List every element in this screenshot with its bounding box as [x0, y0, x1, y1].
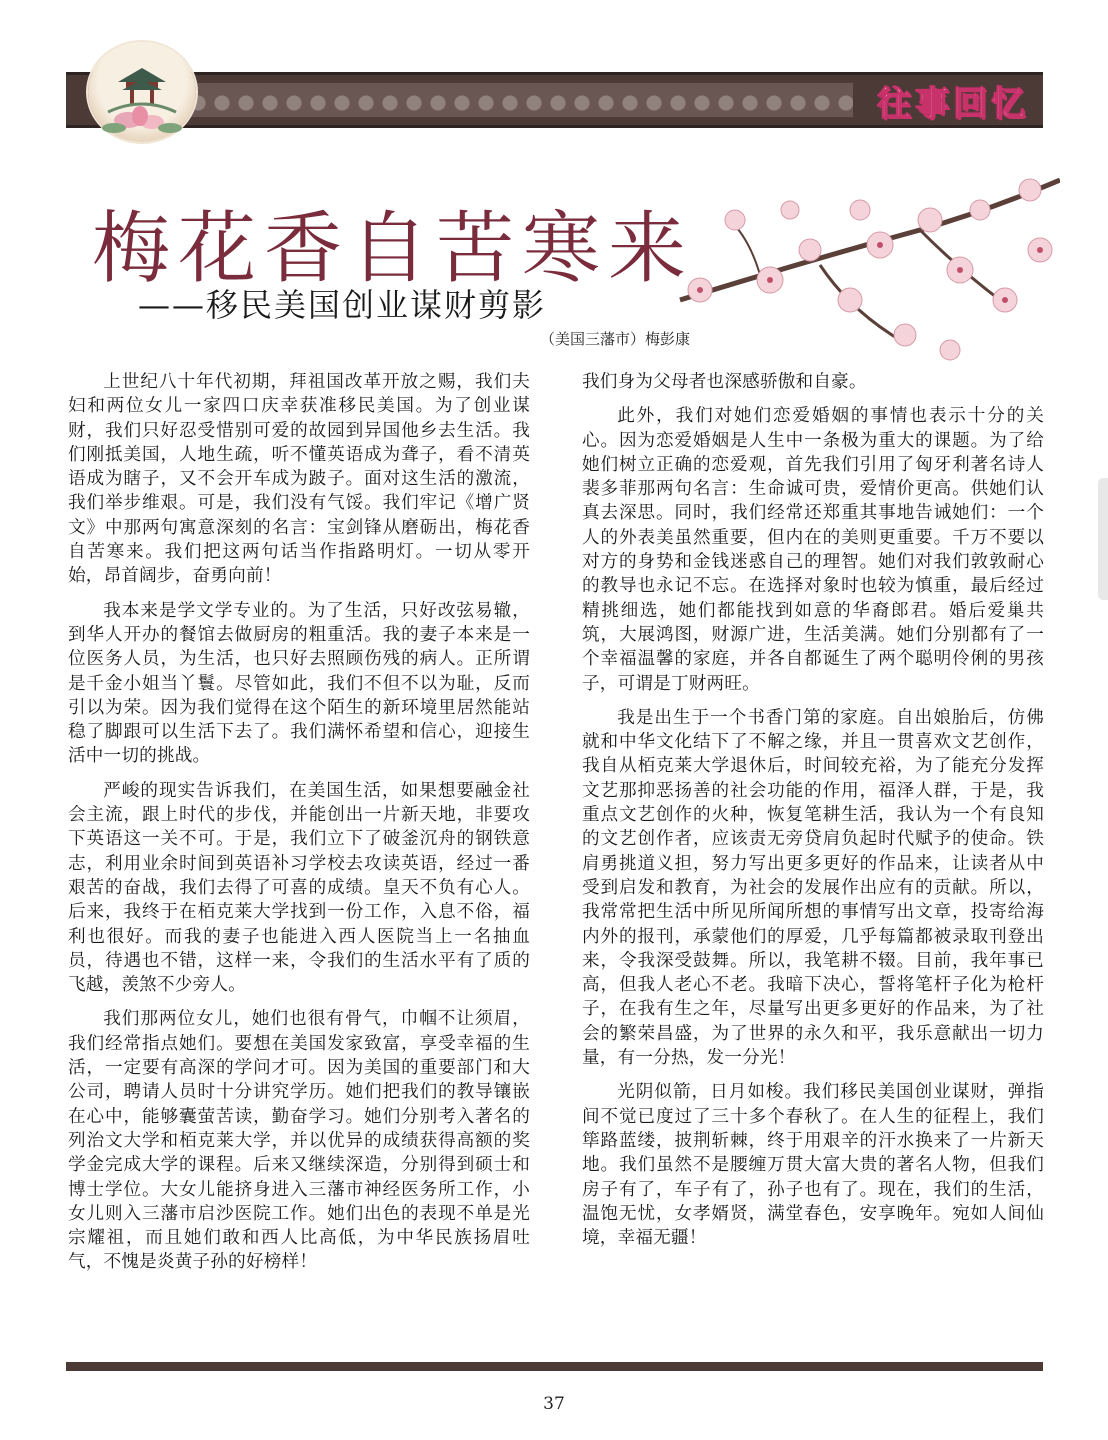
paragraph-continuation: 我们身为父母者也深感骄傲和自豪。: [582, 372, 867, 392]
paragraph: 我是出生于一个书香门第的家庭。自出娘胎后，仿佛就和中华文化结下了不解之缘，并且一贯喜欢文艺创作，我自从栢克莱大学退休后，时间较充裕，为了能充分发挥文艺那抑恶扬善的社会功能的作用，福泽人群，于是，我重点文艺创作的火种，恢复笔耕生活，我认为一个有良知的文艺创作者，应该责无旁贷肩负起时代赋予的使命。铁肩勇挑道义担，努力写出更多更好的作品来，让读者从中受到启发和教育，为社会的发展作出应有的贡献。所以，我常常把生活中所见所闻所想的事情写出文章，投寄给海内外的报刊，承蒙他们的厚爱，几乎每篇都被录取刊登出来，令我深受鼓舞。所以，我笔耕不辍。目前，我年事已高，但我人老心不老。我暗下决心，誓将笔杆子化为枪杆子，在我有生之年，尽量写出更多更好的作品来，为了社会的繁荣昌盛，为了世界的永久和平，我乐意献出一切力量，有一分热，发一分光！: [582, 707, 1044, 1069]
section-label: [863, 75, 1043, 125]
section-label-text: 往事回忆: [877, 83, 1029, 124]
pavilion-lotus-emblem-icon: [88, 42, 196, 142]
paragraph: 我们那两位女儿，她们也很有骨气，巾帼不让须眉，我们经常指点她们。要想在美国发家致富，享受幸福的生活，一定要有高深的学问才可。因为美国的重要部门和大公司，聘请人员时十分讲究学历。她们把我们的教导镶嵌在心中，能够囊萤苦读，勤奋学习。她们分别考入著名的列治文大学和栢克莱大学，并以优异的成绩获得高额的奖学金完成大学的课程。后来又继续深造，分别得到硕士和博士学位。大女儿能挤身进入三藩市神经医务所工作，小女儿则入三藩市启沙医院工作。她们出色的表现不单是光宗耀祖，而且她们敢和西人比高低，为中华民族扬眉吐气，不愧是炎黄子孙的好榜样！: [68, 1009, 530, 1273]
article-byline: （美国三藩市）梅彭康: [540, 330, 691, 348]
header-band: [66, 72, 1043, 128]
article-subtitle: ——移民美国创业谋财剪影: [138, 286, 547, 324]
paragraph: 此外，我们对她们恋爱婚姻的事情也表示十分的关心。因为恋爱婚姻是人生中一条极为重大的课题。为了给她们树立正确的恋爱观，首先我们引用了匈牙利著名诗人裴多菲那两句名言：生命诚可贵，爱情价更高。供她们认真去深思。同时，我们经常还郑重其事地告诫她们：一个人的外表美虽然重要，但内在的美则更重要。千万不要以对方的身势和金钱迷惑自己的理智。她们对我们敦敦耐心的教导也永记不忘。在选择对象时也较为慎重，最后经过精挑细选，她们都能找到如意的华裔郎君。婚后爱巢共筑，大展鸿图，财源广进，生活美满。她们分别都有了一个幸福温馨的家庭，并各自都诞生了两个聪明伶俐的男孩子，可谓是丁财两旺。: [582, 406, 1044, 694]
scroll-edge-tab[interactable]: [1098, 478, 1108, 600]
paragraph: 我本来是学文学专业的。为了生活，只好改弦易辙，到华人开办的餐馆去做厨房的粗重活。我的妻子本来是一位医务人员，为生活，也只好去照顾伤残的病人。正所谓是千金小姐当丫鬟。尽管如此，我们不但不以为耻，反而引以为荣。因为我们觉得在这个陌生的新环境里居然能站稳了脚跟可以生活下去了。我们满怀希望和信心，迎接生活中一切的挑战。: [68, 600, 530, 767]
footer-rule: [66, 1362, 1043, 1371]
right-column: [582, 370, 1044, 1260]
paragraph: 上世纪八十年代初期，拜祖国改革开放之赐，我们夫妇和两位女儿一家四口庆幸获准移民美国。为了创业谋财，我们只好忍受惜别可爱的故园到异国他乡去生活。我们刚抵美国，人地生疏，听不懂英语成为聋子，看不清英语成为瞎子，又不会开车成为跛子。面对这生活的激流，我们举步维艰。可是，我们没有气馁。我们牢记《增广贤文》中那两句寓意深刻的名言：宝剑锋从磨砺出，梅花香自苦寒来。我们把这两句话当作指路明灯。一切从零开始，昂首阔步，奋勇向前！: [68, 372, 530, 587]
page-number: 37: [543, 1394, 565, 1414]
header-pattern: [186, 83, 853, 117]
article-title: 梅花香自苦寒来: [92, 204, 695, 294]
paragraph: 严峻的现实告诉我们，在美国生活，如果想要融金社会主流，跟上时代的步伐，并能创出一片新天地，非要攻下英语这一关不可。于是，我们立下了破釜沉舟的钢铁意志，利用业余时间到英语补习学校去攻读英语，经过一番艰苦的奋战，我们去得了可喜的成绩。皇天不负有心人。后来，我终于在栢克莱大学找到一份工作，入息不俗，福利也很好。而我的妻子也能进入西人医院当上一名抽血员，待遇也不错，这样一来，令我们的生活水平有了质的飞越，羡煞不少旁人。: [68, 780, 530, 996]
left-column: [68, 370, 530, 1285]
paragraph: 光阴似箭，日月如梭。我们移民美国创业谋财，弹指间不觉已度过了三十多个春秋了。在人生的征程上，我们筚路蓝缕，披荆斩棘，终于用艰辛的汗水换来了一片新天地。我们虽然不是腰缠万贯大富大贵的著名人物，但我们房子有了，车子有了，孙子也有了。现在，我们的生活，温饱无忧，女孝婿贤，满堂春色，安享晚年。宛如人间仙境，幸福无疆！: [582, 1082, 1044, 1249]
